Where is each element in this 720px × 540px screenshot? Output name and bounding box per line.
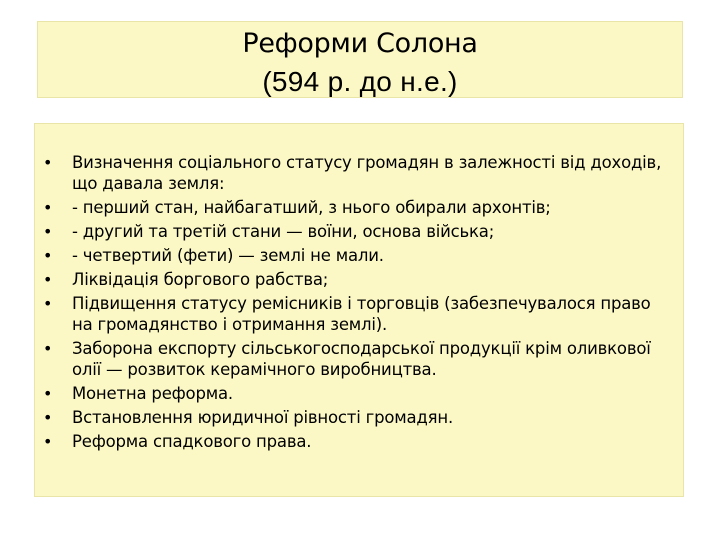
bullet-icon: •	[43, 222, 53, 241]
bullet-icon: •	[43, 294, 53, 313]
list-item	[35, 197, 685, 218]
list-item	[35, 245, 685, 266]
list-item	[35, 269, 685, 290]
list-item	[35, 293, 685, 335]
list-item	[35, 383, 685, 404]
bullet-list	[35, 152, 685, 455]
bullet-icon: •	[43, 408, 53, 427]
bullet-icon: •	[43, 198, 53, 217]
content-box	[34, 123, 684, 497]
list-item	[35, 221, 685, 242]
slide-title: Реформи Солона	[242, 28, 478, 59]
list-item	[35, 407, 685, 428]
slide-subtitle-date: (594 р. до н.е.)	[262, 66, 458, 97]
bullet-icon: •	[43, 246, 53, 265]
bullet-icon: •	[43, 339, 53, 358]
list-item-text: Встановлення юридичної рівності громадян.	[72, 408, 453, 427]
bullet-icon: •	[43, 384, 53, 403]
bullet-icon: •	[43, 153, 53, 172]
list-item-text: - другий та третій стани — воїни, основа війська;	[72, 222, 495, 241]
list-item-text: Визначення соціального статусу громадян в залежності від доходів, що давала земля:	[72, 153, 662, 193]
list-item-text: Заборона експорту сільськогосподарської продукції крім оливкової олії — розвиток керамічного виробництва.	[72, 339, 651, 379]
list-item-text: Підвищення статусу ремісників і торговців (забезпечувалося право на громадянство і отримання землі).	[72, 294, 651, 334]
list-item-text: - четвертий (фети) — землі не мали.	[72, 246, 384, 265]
list-item	[35, 431, 685, 452]
list-item-text: Ліквідація боргового рабства;	[72, 270, 329, 289]
list-item-text: Монетна реформа.	[72, 384, 233, 403]
list-item	[35, 152, 685, 194]
title-box	[37, 21, 683, 98]
bullet-icon: •	[43, 432, 53, 451]
list-item-text: - перший стан, найбагатший, з нього обирали архонтів;	[72, 198, 551, 217]
list-item	[35, 338, 685, 380]
bullet-icon: •	[43, 270, 53, 289]
list-item-text: Реформа спадкового права.	[72, 432, 312, 451]
